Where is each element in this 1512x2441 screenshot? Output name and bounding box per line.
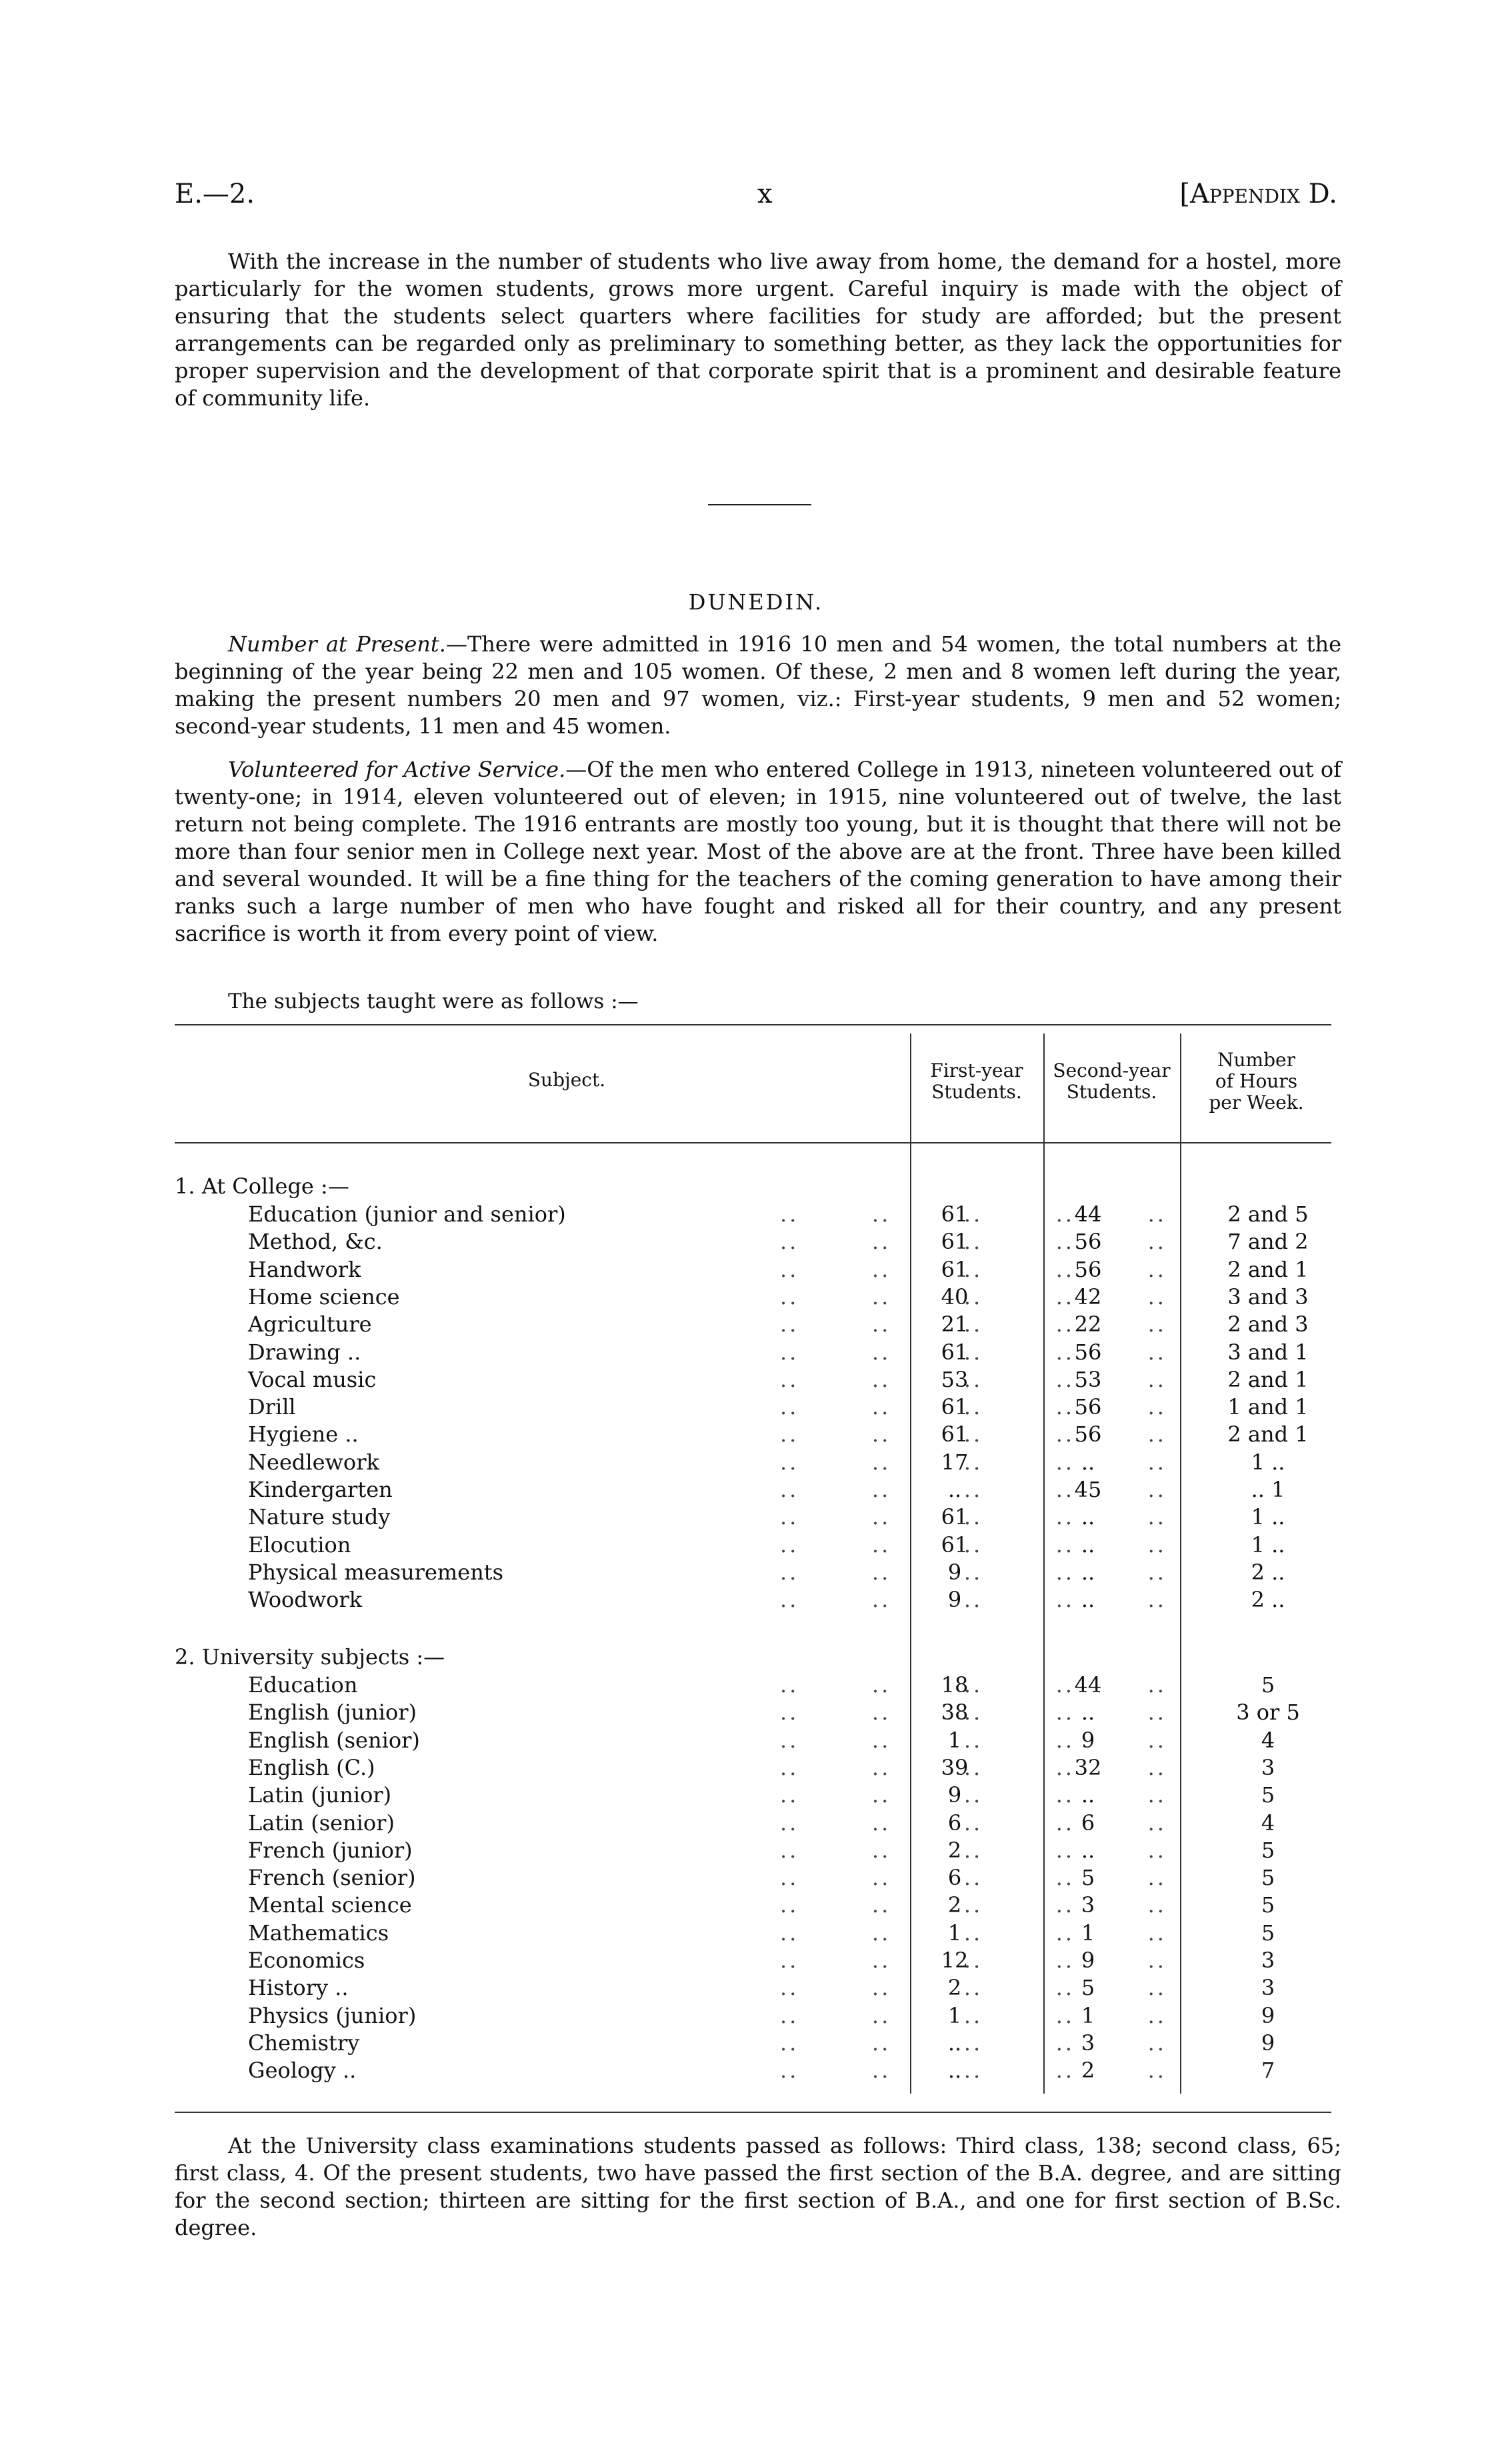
subject-name: English (senior) bbox=[248, 1727, 420, 1753]
first-year-count: 18 bbox=[941, 1672, 969, 1698]
dot-leader: .. .. .. .. .. bbox=[780, 1975, 1167, 2001]
table-row bbox=[248, 1810, 1331, 1838]
table-row bbox=[248, 1755, 1331, 1782]
second-year-count: .. bbox=[1081, 1559, 1095, 1585]
closing-paragraph bbox=[175, 2132, 1341, 2242]
hours-per-week: 4 bbox=[1261, 1727, 1275, 1753]
university-heading: 2. University subjects :— bbox=[175, 1644, 445, 1670]
second-year-count: .. bbox=[1081, 1837, 1095, 1863]
hours-per-week: 1 and 1 bbox=[1227, 1394, 1309, 1420]
hours-per-week: 5 bbox=[1261, 1920, 1275, 1946]
subject-name: Education (junior and senior) bbox=[248, 1201, 566, 1227]
table-row bbox=[248, 1865, 1331, 1892]
subject-name: Mathematics bbox=[248, 1920, 389, 1946]
second-year-count: 56 bbox=[1074, 1256, 1102, 1282]
second-year-count: 56 bbox=[1074, 1394, 1102, 1420]
subject-name: Home science bbox=[248, 1284, 400, 1310]
table-row bbox=[248, 1284, 1331, 1312]
hours-per-week: 2 and 1 bbox=[1227, 1256, 1309, 1282]
table-row bbox=[248, 1504, 1331, 1532]
first-year-count: 2 bbox=[947, 1975, 962, 2001]
hours-per-week: 1 .. bbox=[1251, 1504, 1285, 1530]
subject-name: Elocution bbox=[248, 1532, 351, 1558]
first-year-count: 2 bbox=[947, 1892, 962, 1918]
first-year-count: 6 bbox=[947, 1810, 962, 1836]
document-code: E.—2. bbox=[175, 179, 255, 209]
active-service-lead: Volunteered for Active Service. bbox=[228, 757, 566, 782]
second-year-count: 1 bbox=[1081, 2002, 1095, 2028]
first-year-count: 2 bbox=[947, 1837, 962, 1863]
hours-per-week: 5 bbox=[1261, 1865, 1275, 1891]
first-year-count: 9 bbox=[947, 1559, 962, 1585]
subject-name: History .. bbox=[248, 1975, 349, 2001]
number-at-present-paragraph bbox=[175, 631, 1341, 740]
table-intro: The subjects taught were as follows :— bbox=[228, 989, 639, 1013]
hours-per-week: 3 bbox=[1261, 1975, 1275, 2001]
first-year-count: 61 bbox=[941, 1201, 969, 1227]
hours-per-week: 9 bbox=[1261, 2002, 1275, 2028]
second-year-count: .. bbox=[1081, 1782, 1095, 1808]
subject-name: Handwork bbox=[248, 1256, 361, 1282]
hours-per-week: 2 .. bbox=[1251, 1559, 1285, 1585]
header-second-year bbox=[1045, 1060, 1179, 1103]
dot-leader: .. .. .. .. .. bbox=[780, 1339, 1167, 1365]
subject-name: Vocal music bbox=[248, 1366, 377, 1392]
dot-leader: .. .. .. .. .. bbox=[780, 1782, 1167, 1808]
first-year-count: 1 bbox=[947, 1727, 962, 1753]
table-row bbox=[248, 1892, 1331, 1920]
number-at-present-lead: Number at Present. bbox=[228, 631, 446, 657]
dot-leader: .. .. .. .. .. bbox=[780, 1837, 1167, 1863]
hours-per-week: 7 bbox=[1261, 2058, 1275, 2084]
header-hours bbox=[1181, 1049, 1331, 1113]
dot-leader: .. .. .. .. .. bbox=[780, 1559, 1167, 1585]
second-year-count: 5 bbox=[1081, 1975, 1095, 2001]
active-service-text: —Of the men who entered College in 1913, nineteen volunteered out of twenty-one; in 1914, eleven volunteered out of eleven; in 1915, nine volunteered out of twelve, the last return not being complete. The 1916 entrants are mostly too young, but it is thought that there will not be more than four senior men in College next year. Most of the above are at the front. Three have been killed and several wounded. It will be a fine thing for the teachers of the coming generation to have among their ranks such a large number of men who have fought and risked all for their country, and any present sacrifice is worth it from every point of view. bbox=[175, 757, 1342, 946]
subject-name: Nature study bbox=[248, 1504, 391, 1530]
hours-per-week: 3 or 5 bbox=[1236, 1700, 1300, 1726]
second-year-count: 44 bbox=[1074, 1672, 1102, 1698]
table-row bbox=[248, 1700, 1331, 1727]
table-row bbox=[248, 1422, 1331, 1449]
second-year-count: 6 bbox=[1081, 1810, 1095, 1836]
hours-per-week: 3 bbox=[1261, 1948, 1275, 1973]
second-year-count: 56 bbox=[1074, 1339, 1102, 1365]
subject-name: Woodwork bbox=[248, 1587, 363, 1613]
table-row bbox=[248, 1229, 1331, 1256]
header-hours-line2: of Hours bbox=[1215, 1070, 1298, 1092]
table-row bbox=[248, 1560, 1331, 1587]
header-hours-line1: Number bbox=[1217, 1049, 1295, 1071]
dot-leader: .. .. .. .. .. bbox=[780, 1366, 1167, 1392]
subject-name: Education bbox=[248, 1672, 358, 1698]
subject-name: Hygiene .. bbox=[248, 1422, 359, 1448]
subject-name: Physics (junior) bbox=[248, 2002, 417, 2028]
hours-per-week: 5 bbox=[1261, 1782, 1275, 1808]
first-year-count: 17 bbox=[941, 1449, 969, 1475]
hours-per-week: 3 and 1 bbox=[1227, 1339, 1309, 1365]
dot-leader: .. .. .. .. .. bbox=[780, 1422, 1167, 1448]
first-year-count: 9 bbox=[947, 1587, 962, 1613]
table-row bbox=[248, 1587, 1331, 1614]
closing-paragraph-text: At the University class examinations students passed as follows: Third class, 138; second class, 65; first class, 4. Of the present students, two have passed the first section of the B.A. degree, and are sitting for the second section; thirteen are sitting for the first section of B.A., and one for first section of B.Sc. degree. bbox=[175, 2133, 1341, 2240]
second-year-count: 1 bbox=[1081, 1920, 1095, 1946]
second-year-count: 42 bbox=[1074, 1284, 1102, 1310]
hours-per-week: 1 .. bbox=[1251, 1449, 1285, 1475]
table-header-rule bbox=[175, 1142, 1331, 1143]
dot-leader: .. .. .. .. .. bbox=[780, 1727, 1167, 1753]
first-year-count: 38 bbox=[941, 1700, 969, 1726]
first-year-count: .. bbox=[947, 2058, 962, 2084]
subject-name: English (junior) bbox=[248, 1700, 417, 1726]
first-year-count: 61 bbox=[941, 1256, 969, 1282]
second-year-count: 3 bbox=[1081, 2030, 1095, 2056]
hours-per-week: 3 and 3 bbox=[1227, 1284, 1309, 1310]
college-heading: 1. At College :— bbox=[175, 1173, 349, 1199]
subject-name: English (C.) bbox=[248, 1754, 375, 1780]
table-row bbox=[248, 1948, 1331, 1975]
dot-leader: .. .. .. .. .. bbox=[780, 1394, 1167, 1420]
header-first-year-line1: First-year bbox=[930, 1059, 1023, 1081]
dot-leader: .. .. .. .. .. bbox=[780, 1201, 1167, 1227]
subject-name: Chemistry bbox=[248, 2030, 360, 2056]
dot-leader: .. .. .. .. .. bbox=[780, 1532, 1167, 1558]
first-year-count: 12 bbox=[941, 1948, 969, 1973]
second-year-count: 9 bbox=[1081, 1727, 1095, 1753]
first-year-count: 1 bbox=[947, 2002, 962, 2028]
second-year-count: 45 bbox=[1074, 1477, 1102, 1502]
table-row bbox=[248, 1672, 1331, 1700]
second-year-count: 44 bbox=[1074, 1201, 1102, 1227]
first-year-count: 53 bbox=[941, 1366, 969, 1392]
table-row bbox=[248, 1920, 1331, 1948]
subject-name: Agriculture bbox=[248, 1312, 372, 1338]
second-year-count: .. bbox=[1081, 1587, 1095, 1613]
second-year-count: 5 bbox=[1081, 1865, 1095, 1891]
dot-leader: .. .. .. .. .. bbox=[780, 1504, 1167, 1530]
dot-leader: .. .. .. .. .. bbox=[780, 1920, 1167, 1946]
second-year-count: 22 bbox=[1074, 1312, 1102, 1338]
hours-per-week: 4 bbox=[1261, 1810, 1275, 1836]
hours-per-week: 3 bbox=[1261, 1754, 1275, 1780]
dot-leader: .. .. .. .. .. bbox=[780, 1700, 1167, 1726]
table-bottom-rule bbox=[175, 2112, 1331, 2113]
header-subject: Subject. bbox=[527, 1069, 606, 1091]
dot-leader: .. .. .. .. .. bbox=[780, 1312, 1167, 1338]
header-hours-line3: per Week. bbox=[1209, 1091, 1304, 1113]
hours-per-week: .. 1 bbox=[1251, 1477, 1285, 1502]
first-year-count: 61 bbox=[941, 1504, 969, 1530]
dot-leader: .. .. .. .. .. bbox=[780, 1256, 1167, 1282]
first-year-count: 61 bbox=[941, 1339, 969, 1365]
table-row bbox=[248, 2058, 1331, 2085]
active-service-paragraph bbox=[175, 756, 1341, 947]
first-year-count: 61 bbox=[941, 1422, 969, 1448]
table-row bbox=[248, 1394, 1331, 1422]
second-year-count: .. bbox=[1081, 1700, 1095, 1726]
header-second-year-line2: Students. bbox=[1066, 1081, 1157, 1103]
subject-name: Mental science bbox=[248, 1892, 412, 1918]
dot-leader: .. .. .. .. .. bbox=[780, 1477, 1167, 1502]
first-year-count: 39 bbox=[941, 1754, 969, 1780]
subject-name: Geology .. bbox=[248, 2058, 357, 2084]
first-year-count: .. bbox=[947, 1477, 962, 1502]
table-row bbox=[248, 1782, 1331, 1810]
subject-name: Physical measurements bbox=[248, 1559, 504, 1585]
dot-leader: .. .. .. .. .. bbox=[780, 2002, 1167, 2028]
hours-per-week: 5 bbox=[1261, 1837, 1275, 1863]
first-year-count: 6 bbox=[947, 1865, 962, 1891]
first-year-count: .. bbox=[947, 2030, 962, 2056]
table-row bbox=[248, 1838, 1331, 1865]
second-year-count: 9 bbox=[1081, 1948, 1095, 1973]
second-year-count: 56 bbox=[1074, 1422, 1102, 1448]
page-number: x bbox=[757, 179, 773, 209]
subject-name: French (senior) bbox=[248, 1865, 416, 1891]
subject-name: Drawing .. bbox=[248, 1339, 361, 1365]
dot-leader: .. .. .. .. .. bbox=[780, 1229, 1167, 1255]
second-year-count: .. bbox=[1081, 1504, 1095, 1530]
second-year-count: .. bbox=[1081, 1449, 1095, 1475]
dot-leader: .. .. .. .. .. bbox=[780, 1754, 1167, 1780]
first-year-count: 61 bbox=[941, 1229, 969, 1255]
header-first-year bbox=[911, 1060, 1042, 1103]
dot-leader: .. .. .. .. .. bbox=[780, 2058, 1167, 2084]
hours-per-week: 9 bbox=[1261, 2030, 1275, 2056]
subject-name: Drill bbox=[248, 1394, 296, 1420]
table-row bbox=[248, 1532, 1331, 1560]
first-year-count: 9 bbox=[947, 1782, 962, 1808]
subject-name: Economics bbox=[248, 1948, 365, 1973]
table-top-rule bbox=[175, 1024, 1331, 1025]
appendix-label: [Appendix D. bbox=[1179, 179, 1337, 209]
hours-per-week: 7 and 2 bbox=[1227, 1229, 1309, 1255]
hostel-paragraph bbox=[175, 248, 1341, 412]
table-row bbox=[248, 1728, 1331, 1755]
subject-name: Latin (senior) bbox=[248, 1810, 395, 1836]
section-divider bbox=[708, 504, 811, 505]
hours-per-week: 5 bbox=[1261, 1672, 1275, 1698]
table-row bbox=[248, 1367, 1331, 1394]
subject-name: Needlework bbox=[248, 1449, 379, 1475]
first-year-count: 61 bbox=[941, 1532, 969, 1558]
table-row bbox=[248, 1450, 1331, 1477]
table-row bbox=[248, 1477, 1331, 1504]
dot-leader: .. .. .. .. .. bbox=[780, 1284, 1167, 1310]
header-second-year-line1: Second-year bbox=[1053, 1059, 1171, 1081]
hours-per-week: 2 and 5 bbox=[1227, 1201, 1309, 1227]
first-year-count: 40 bbox=[941, 1284, 969, 1310]
table-row bbox=[248, 1201, 1331, 1229]
subject-name: Latin (junior) bbox=[248, 1782, 392, 1808]
dot-leader: .. .. .. .. .. bbox=[780, 1672, 1167, 1698]
table-row bbox=[248, 1975, 1331, 2002]
hours-per-week: 1 .. bbox=[1251, 1532, 1285, 1558]
subject-name: Kindergarten bbox=[248, 1477, 393, 1502]
table-row bbox=[248, 1340, 1331, 1367]
second-year-count: 56 bbox=[1074, 1229, 1102, 1255]
header-first-year-line2: Students. bbox=[931, 1081, 1022, 1103]
dot-leader: .. .. .. .. .. bbox=[780, 2030, 1167, 2056]
second-year-count: 53 bbox=[1074, 1366, 1102, 1392]
dot-leader: .. .. .. .. .. bbox=[780, 1587, 1167, 1613]
subject-name: French (junior) bbox=[248, 1837, 413, 1863]
second-year-count: 2 bbox=[1081, 2058, 1095, 2084]
first-year-count: 61 bbox=[941, 1394, 969, 1420]
hours-per-week: 2 and 3 bbox=[1227, 1312, 1309, 1338]
hours-per-week: 2 .. bbox=[1251, 1587, 1285, 1613]
section-title: DUNEDIN. bbox=[688, 589, 824, 615]
hours-per-week: 2 and 1 bbox=[1227, 1366, 1309, 1392]
table-row bbox=[248, 1312, 1331, 1339]
hostel-paragraph-text: With the increase in the number of students who live away from home, the demand for a hostel, more particularly for the women students, grows more urgent. Careful inquiry is made with the object of ensuring that the students select quarters where facilities for study are afforded; but the present arrangements can be regarded only as preliminary to something better, as they lack the opportunities for proper supervision and the development of that corporate spirit that is a prominent and desirable feature of community life. bbox=[175, 249, 1341, 411]
second-year-count: .. bbox=[1081, 1532, 1095, 1558]
table-row bbox=[248, 2003, 1331, 2030]
dot-leader: .. .. .. .. .. bbox=[780, 1810, 1167, 1836]
second-year-count: 32 bbox=[1074, 1754, 1102, 1780]
dot-leader: .. .. .. .. .. bbox=[780, 1892, 1167, 1918]
first-year-count: 21 bbox=[941, 1312, 969, 1338]
table-row bbox=[248, 1257, 1331, 1284]
dot-leader: .. .. .. .. .. bbox=[780, 1449, 1167, 1475]
subject-name: Method, &c. bbox=[248, 1229, 383, 1255]
dot-leader: .. .. .. .. .. bbox=[780, 1948, 1167, 1973]
number-at-present-text: —There were admitted in 1916 10 men and 54 women, the total numbers at the beginning of the year being 22 men and 105 women. Of these, 2 men and 8 women left during the year, making the present numbers 20 men and 97 women, viz.: First-year students, 9 men and 52 women; second-year students, 11 men and 45 women. bbox=[175, 631, 1342, 739]
hours-per-week: 2 and 1 bbox=[1227, 1422, 1309, 1448]
hours-per-week: 5 bbox=[1261, 1892, 1275, 1918]
table-row bbox=[248, 2030, 1331, 2058]
dot-leader: .. .. .. .. .. bbox=[780, 1865, 1167, 1891]
first-year-count: 1 bbox=[947, 1920, 962, 1946]
second-year-count: 3 bbox=[1081, 1892, 1095, 1918]
